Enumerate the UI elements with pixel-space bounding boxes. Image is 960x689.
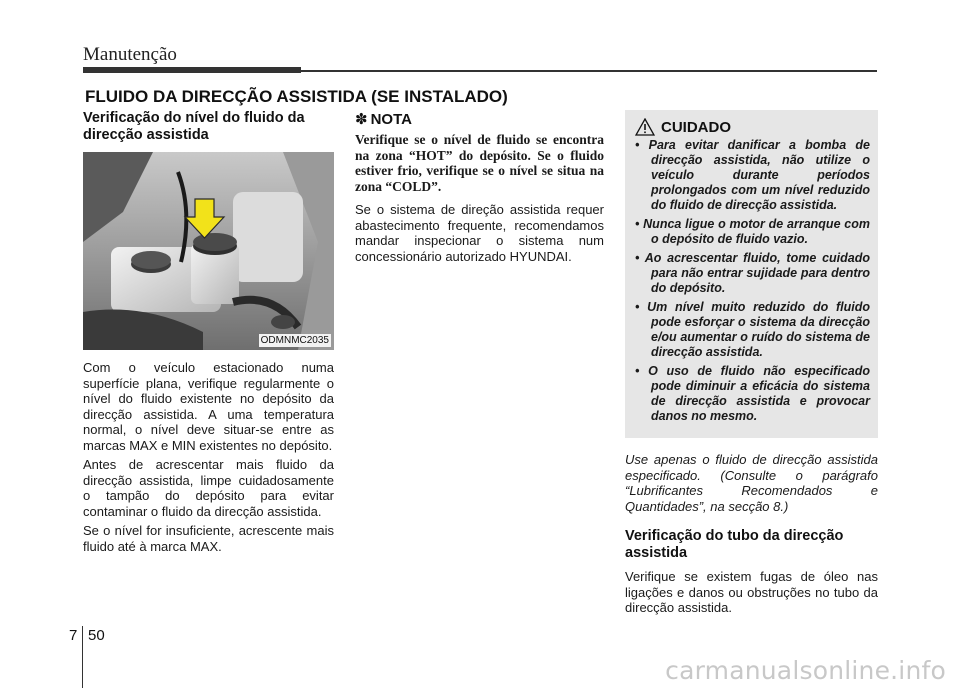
reservoir-photo [83,152,334,350]
hose-check-paragraph: Verifique se existem fugas de óleo nas ligações e danos ou obstruções no tubo da direcção assistida. [625,569,878,615]
column-left [83,110,334,558]
caution-item: • Um nível muito reduzido do fluido pode esforçar o sistema da direcção e/ou aumentar o ruído do sistema de direcção assistida. [635,300,870,359]
note-body-text: Se o sistema de direção assistida requer abastecimento frequente, recomendamos mandar inspecionar o sistema num concessionário autorizado HYUNDAI. [355,202,604,264]
caution-box [625,110,878,438]
caution-item: • O uso de fluido não especificado pode diminuir a eficácia do sistema de direcção assistida e provocar danos no mesmo. [635,364,870,423]
note-bold-text: Verifique se o nível de fluido se encontra na zona “HOT” do depósito. Se o fluido estiver frio, verifique se o nível se situa na zona “COLD”. [355,132,604,194]
engine-bay-illustration [83,152,334,350]
caution-header [635,118,870,136]
footer-divider [82,626,83,688]
header-bar [83,67,301,73]
caution-item: • Nunca ligue o motor de arranque com o depósito de fluido vazio. [635,217,870,246]
section-title: FLUIDO DA DIRECÇÃO ASSISTIDA (SE INSTALADO) [85,87,508,106]
watermark: carmanualsonline.info [665,656,946,685]
page-number: 50 [88,627,105,644]
caution-item: • Para evitar danificar a bomba de direcção assistida, não utilize o veículo durante períodos prolongados com um nível reduzido do fluido de direcção assistida. [635,138,870,212]
caution-item: • Ao acrescentar fluido, tome cuidado para não entrar sujidade para dentro do depósito. [635,251,870,295]
fluid-spec-note: Use apenas o fluido de direcção assistida especificado. (Consulte o parágrafo “Lubrificantes Recomendados e Quantidades”, na secção 8.) [625,452,878,514]
column-right [625,110,878,620]
fluid-level-paragraph-3: Se o nível for insuficiente, acrescente mais fluido até à marca MAX. [83,523,334,554]
fluid-level-heading: Verificação do nível do fluido da direcção assistida [83,110,305,143]
asterisk-icon: ✽ [355,111,368,128]
fluid-level-paragraph-1: Com o veículo estacionado numa superfície plana, verifique regularmente o nível do fluido existente no depósito da direcção assistida. A uma temperatura normal, o nível deve situar-se entre as marcas MAX e MIN existentes no depósito. [83,360,334,453]
chapter-number: 7 [69,627,78,644]
warning-triangle-icon [635,118,655,136]
hose-check-heading: Verificação do tubo da direcção assistida [625,528,844,561]
chapter-title: Manutenção [83,44,177,65]
note-heading [355,110,604,128]
note-heading-text: NOTA [370,111,412,128]
column-middle [355,110,604,264]
fluid-level-paragraph-2: Antes de acrescentar mais fluido da direcção assistida, limpe cuidadosamente o tampão do depósito para evitar contaminar o fluido da direcção assistida. [83,457,334,519]
photo-code: ODMNMC2035 [260,335,329,346]
caution-list [633,138,870,424]
header-rule [301,70,877,72]
caution-heading: CUIDADO [661,118,731,136]
